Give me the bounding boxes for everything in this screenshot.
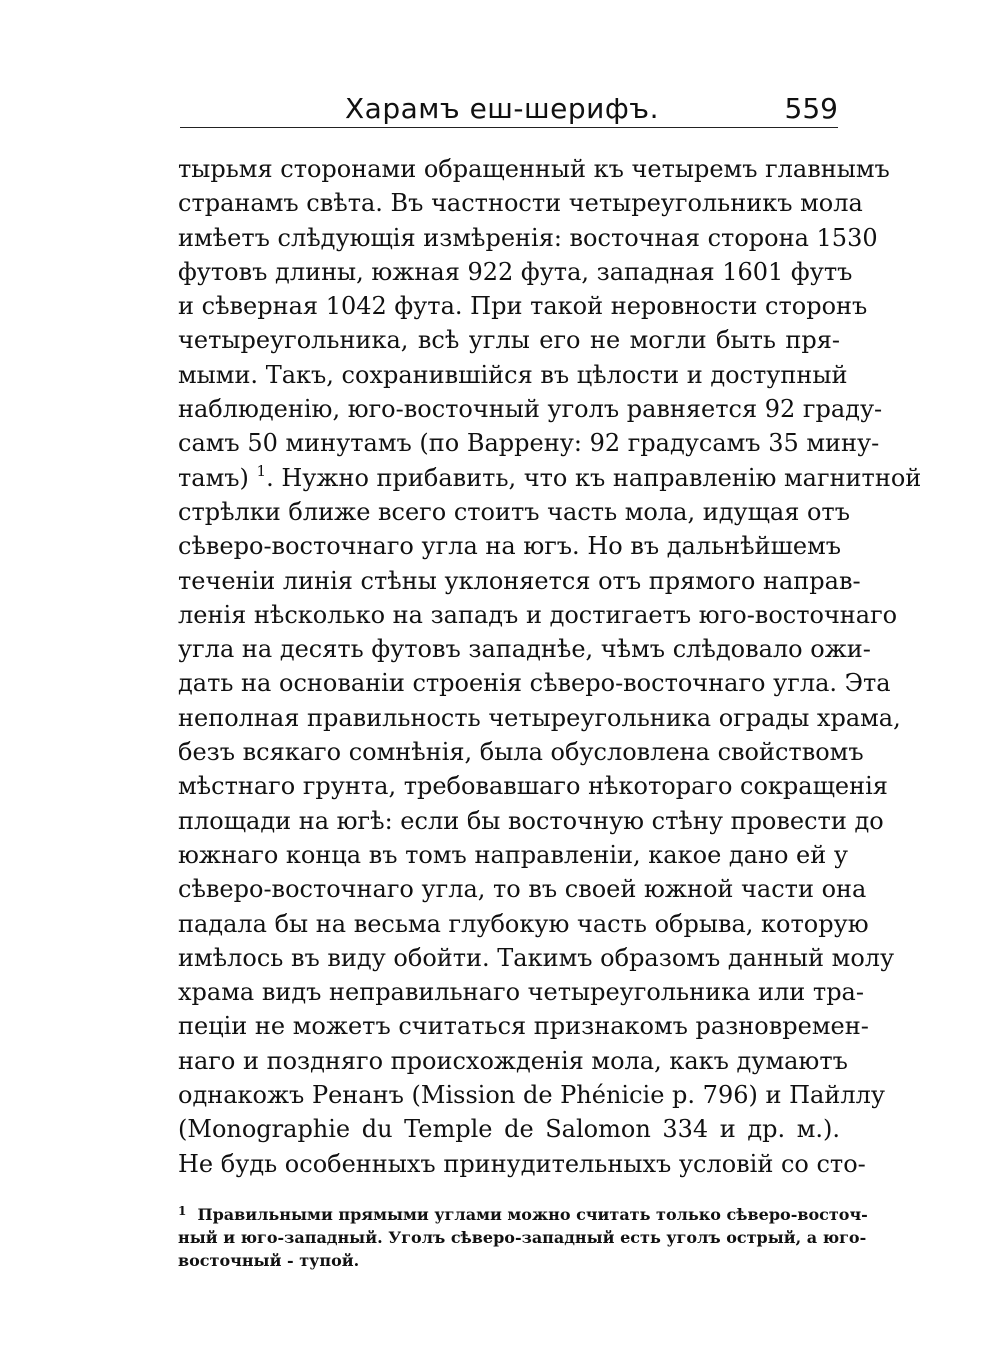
footnote-reference: 1 — [256, 461, 267, 480]
text-line: пеціи не можетъ считаться признакомъ разновремен- — [178, 1012, 869, 1041]
text-line-with-footnote — [178, 461, 922, 495]
text-line: однакожъ Ренанъ (Mission de Phénicie p. 796) и Пайллу — [178, 1081, 885, 1110]
footnote-text: Правильными прямыми углами можно считать только сѣверо-восточ- — [197, 1205, 868, 1224]
page-number: 559 — [784, 92, 838, 125]
text-line: тырьмя сторонами обращенный къ четыремъ главнымъ — [178, 155, 890, 183]
text-line: и сѣверная 1042 фута. При такой неровности сторонъ — [178, 292, 868, 321]
text-line: футовъ длины, южная 922 фута, западная 1601 футъ — [178, 257, 853, 286]
text-line: стрѣлки ближе всего стоитъ часть мола, идущая отъ — [178, 497, 850, 526]
text-line: имѣлось въ виду обойти. Такимъ образомъ данный молу — [178, 943, 895, 972]
footnote-line — [178, 1203, 868, 1226]
footnote-mark: 1 — [178, 1204, 187, 1218]
text-line: неполная правильность четыреугольника ограды храма, — [178, 703, 901, 732]
page-header — [180, 92, 838, 132]
text-line: угла на десять футовъ западнѣе, чѣмъ слѣдовало ожи- — [178, 635, 871, 664]
text-line: сѣверо-восточнаго угла, то въ своей южной части она — [178, 875, 867, 904]
text-line: ленія нѣсколько на западъ и достигаетъ юго-восточнаго — [178, 600, 898, 629]
text-line: безъ всякаго сомнѣнія, была обусловлена свойствомъ — [178, 738, 864, 767]
text-line: мыми. Такъ, сохранившійся въ цѣлости и доступный — [178, 360, 848, 389]
text-line: падала бы на весьма глубокую часть обрыва, которую — [178, 909, 869, 938]
text-line: наго и поздняго происхожденія мола, какъ думаютъ — [178, 1046, 848, 1075]
text-fragment: . Нужно прибавить, что къ направленію магнитной — [266, 463, 922, 492]
text-line: имѣетъ слѣдующія измѣренія: восточная сторона 1530 — [178, 223, 878, 252]
text-line: Не будь особенныхъ принудительныхъ условій со сто- — [178, 1149, 866, 1178]
text-line: мѣстнаго грунта, требовавшаго нѣкотораго сокращенія — [178, 772, 888, 801]
footnote-line: восточный - тупой. — [178, 1251, 360, 1270]
text-line: самъ 50 минутамъ (по Варрену: 92 градусамъ 35 мину- — [178, 429, 880, 458]
text-line: (Monographie du Temple de Salomon 334 и др. м.). — [178, 1115, 840, 1144]
footnote — [178, 1203, 868, 1272]
text-line: странамъ свѣта. Въ частности четыреугольникъ мола — [178, 189, 863, 218]
body-text — [178, 152, 922, 1181]
footnote-line: ный и юго-западный. Уголъ сѣверо-западный есть уголъ острый, а юго- — [178, 1228, 867, 1247]
text-line: теченіи линія стѣны уклоняется отъ прямого направ- — [178, 566, 861, 595]
text-line: наблюденію, юго-восточный уголъ равняется 92 граду- — [178, 395, 883, 424]
text-line: сѣверо-восточнаго угла на югъ. Но въ дальнѣйшемъ — [178, 532, 842, 561]
text-line: южнаго конца въ томъ направленіи, какое дано ей у — [178, 840, 849, 869]
text-fragment: тамъ) — [178, 463, 249, 492]
text-line: храма видъ неправильнаго четыреугольника или тра- — [178, 978, 864, 1007]
header-rule — [180, 127, 838, 128]
text-line: дать на основаніи строенія сѣверо-восточнаго угла. Эта — [178, 669, 891, 698]
running-title: Харамъ еш-шерифъ. — [345, 92, 659, 125]
text-line: четыреугольника, всѣ углы его не могли быть пря- — [178, 326, 840, 355]
text-line: площади на югѣ: если бы восточную стѣну провести до — [178, 806, 884, 835]
